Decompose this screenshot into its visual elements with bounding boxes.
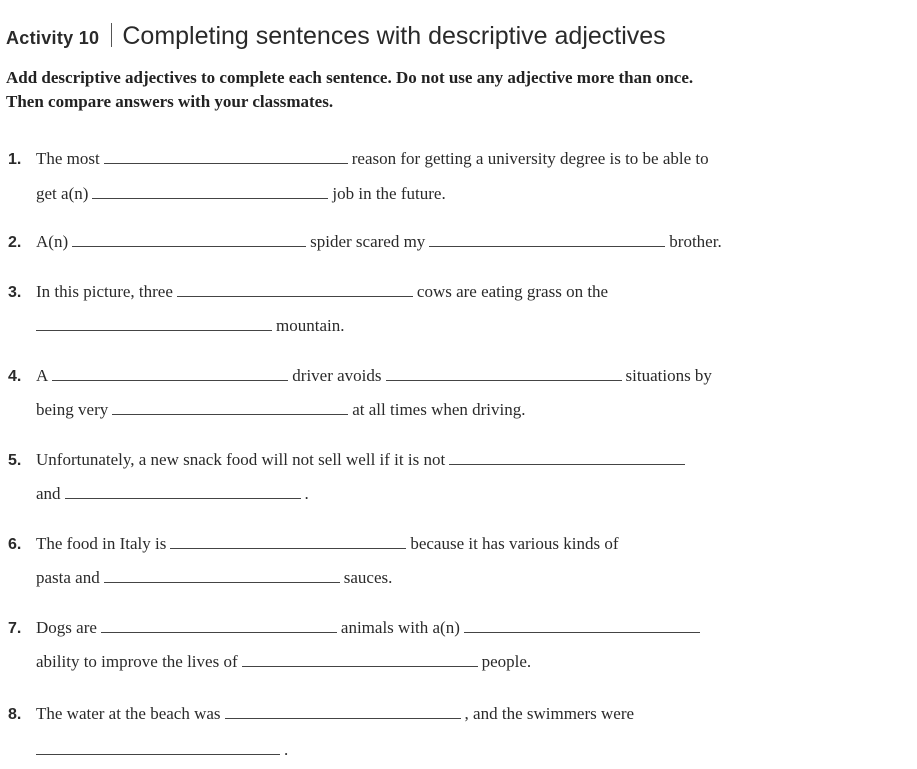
- item-6-line-2: [36, 568, 392, 588]
- item-text: mountain.: [276, 316, 345, 335]
- item-number: 5.: [8, 452, 22, 469]
- item-text: The water at the beach was: [36, 704, 221, 723]
- activity-header: [6, 20, 666, 51]
- answer-blank[interactable]: [464, 618, 700, 633]
- item-text: at all times when driving.: [352, 400, 526, 419]
- item-text: being very: [36, 400, 109, 419]
- item-7-line-1: [8, 618, 704, 639]
- answer-blank[interactable]: [92, 184, 328, 199]
- item-4-line-1: [8, 366, 712, 387]
- item-text: spider scared my: [310, 232, 426, 251]
- item-6-line-1: [8, 534, 619, 555]
- item-text: Dogs are: [36, 618, 97, 637]
- answer-blank[interactable]: [104, 568, 340, 583]
- item-text: cows are eating grass on the: [416, 282, 609, 301]
- item-3-line-2: [36, 316, 344, 336]
- answer-blank[interactable]: [36, 316, 272, 331]
- answer-blank[interactable]: [449, 450, 685, 465]
- answer-blank[interactable]: [36, 740, 280, 755]
- item-text: pasta and: [36, 568, 100, 587]
- answer-blank[interactable]: [52, 366, 288, 381]
- item-text: A: [36, 366, 49, 385]
- item-number: 7.: [8, 620, 22, 637]
- item-3-line-1: [8, 282, 608, 303]
- item-8-line-1: [8, 704, 634, 725]
- answer-blank[interactable]: [104, 149, 348, 164]
- item-number: 4.: [8, 368, 22, 385]
- item-text: , and the swimmers were: [464, 704, 635, 723]
- item-text: reason for getting a university degree is to be able to: [351, 149, 709, 168]
- activity-title: Completing sentences with descriptive adjectives: [122, 22, 666, 50]
- answer-blank[interactable]: [225, 704, 461, 719]
- answer-blank[interactable]: [170, 534, 406, 549]
- answer-blank[interactable]: [386, 366, 622, 381]
- item-text: .: [304, 484, 309, 503]
- item-text: sauces.: [343, 568, 393, 587]
- item-7-line-2: [36, 652, 531, 672]
- item-text: brother.: [669, 232, 722, 251]
- activity-label: Activity 10: [6, 28, 100, 48]
- item-text: and: [36, 484, 61, 503]
- answer-blank[interactable]: [101, 618, 337, 633]
- answer-blank[interactable]: [177, 282, 413, 297]
- item-text: The food in Italy is: [36, 534, 167, 553]
- item-text: people.: [481, 652, 532, 671]
- item-text: get a(n): [36, 184, 89, 203]
- instructions-line-1: Add descriptive adjectives to complete each sentence. Do not use any adjective more than once.: [6, 68, 694, 87]
- item-4-line-2: [36, 400, 526, 420]
- answer-blank[interactable]: [72, 232, 306, 247]
- item-number: 3.: [8, 284, 22, 301]
- item-5-line-1: [8, 450, 689, 471]
- item-number: 2.: [8, 234, 22, 251]
- item-text: because it has various kinds of: [410, 534, 619, 553]
- answer-blank[interactable]: [65, 484, 301, 499]
- item-text: A(n): [36, 232, 69, 251]
- item-8-line-2: [36, 740, 288, 760]
- item-text: .: [284, 740, 289, 759]
- item-2-line-1: [8, 232, 722, 253]
- instructions-line-2: Then compare answers with your classmates.: [6, 92, 334, 111]
- answer-blank[interactable]: [429, 232, 665, 247]
- item-text: The most: [36, 149, 100, 168]
- item-text: Unfortunately, a new snack food will not sell well if it is not: [36, 450, 446, 469]
- item-text: ability to improve the lives of: [36, 652, 238, 671]
- item-number: 1.: [8, 151, 22, 168]
- item-text: job in the future.: [332, 184, 446, 203]
- instructions: [6, 66, 906, 114]
- header-divider: [111, 23, 112, 47]
- item-5-line-2: [36, 484, 309, 504]
- answer-blank[interactable]: [112, 400, 348, 415]
- answer-blank[interactable]: [242, 652, 478, 667]
- item-text: In this picture, three: [36, 282, 173, 301]
- item-number: 6.: [8, 536, 22, 553]
- item-1-line-1: [8, 149, 709, 170]
- item-1-line-2: [36, 184, 446, 204]
- item-text: situations by: [625, 366, 712, 385]
- item-number: 8.: [8, 706, 22, 723]
- item-text: driver avoids: [292, 366, 382, 385]
- item-text: animals with a(n): [340, 618, 460, 637]
